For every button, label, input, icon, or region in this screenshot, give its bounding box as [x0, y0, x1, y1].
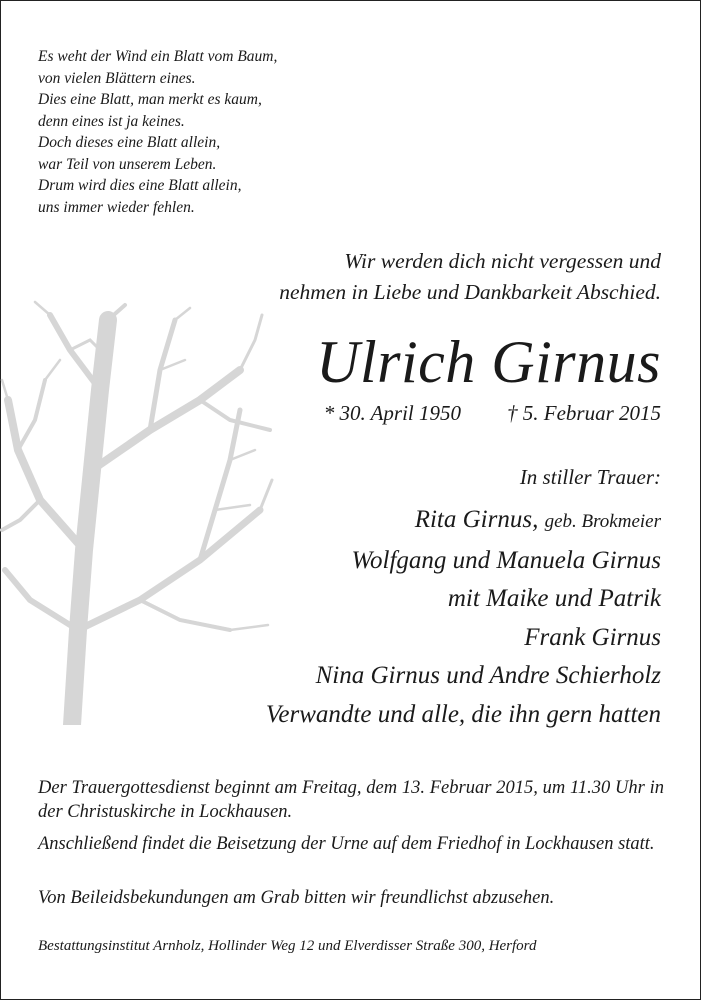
poem-line: Drum wird dies eine Blatt allein, — [38, 177, 242, 194]
mourning-header: In stiller Trauer: — [519, 465, 661, 489]
maiden-name: geb. Brokmeier — [544, 511, 661, 532]
family-name: Rita Girnus, — [414, 506, 539, 533]
poem-line: von vielen Blättern eines. — [38, 69, 196, 87]
family-line: Wolfgang und Manuela Girnus — [351, 546, 661, 574]
tree-silhouette-icon — [0, 300, 275, 725]
birth-date: * 30. April 1950 — [323, 401, 461, 425]
poem-line: denn eines ist ja keines. — [38, 112, 185, 130]
farewell-intro — [279, 246, 661, 308]
poem-line: Dies eine Blatt, man merkt es kaum, — [38, 91, 262, 108]
death-date: † 5. Februar 2015 — [507, 401, 661, 425]
intro-line: nehmen in Liebe und Dankbarkeit Abschied. — [279, 280, 661, 304]
poem-line: Doch dieses eine Blatt allein, — [38, 134, 221, 151]
intro-line: Wir werden dich nicht vergessen und — [344, 249, 661, 273]
family-line: Verwandte und alle, die ihn gern hatten — [265, 700, 661, 728]
burial-notice: Anschließend findet die Beisetzung der Urne auf dem Friedhof in Lockhausen statt. — [38, 834, 655, 854]
life-dates — [324, 398, 661, 428]
condolence-notice: Von Beileidsbekundungen am Grab bitten wir freundlichst abzusehen. — [38, 888, 555, 908]
family-line: mit Maike und Patrik — [447, 585, 661, 612]
poem-line: Es weht der Wind ein Blatt vom Baum, — [38, 48, 278, 65]
poem-line: uns immer wieder fehlen. — [38, 198, 195, 216]
poem-line: war Teil von unserem Leben. — [38, 155, 217, 173]
family-line — [266, 501, 661, 542]
family-line: Nina Girnus und Andre Schierholz — [315, 662, 661, 689]
service-notice: Der Trauergottesdienst beginnt am Freitag, dem 13. Februar 2015, um 11.30 Uhr in der Christuskirche in Lockhausen. — [38, 778, 664, 822]
family-line: Frank Girnus — [524, 623, 661, 651]
funeral-home-footer: Bestattungsinstitut Arnholz, Hollinder Weg 12 und Elverdisser Straße 300, Herford — [38, 938, 537, 954]
family-list — [266, 501, 661, 734]
deceased-name: Ulrich Girnus — [316, 329, 661, 395]
poem — [38, 46, 277, 218]
